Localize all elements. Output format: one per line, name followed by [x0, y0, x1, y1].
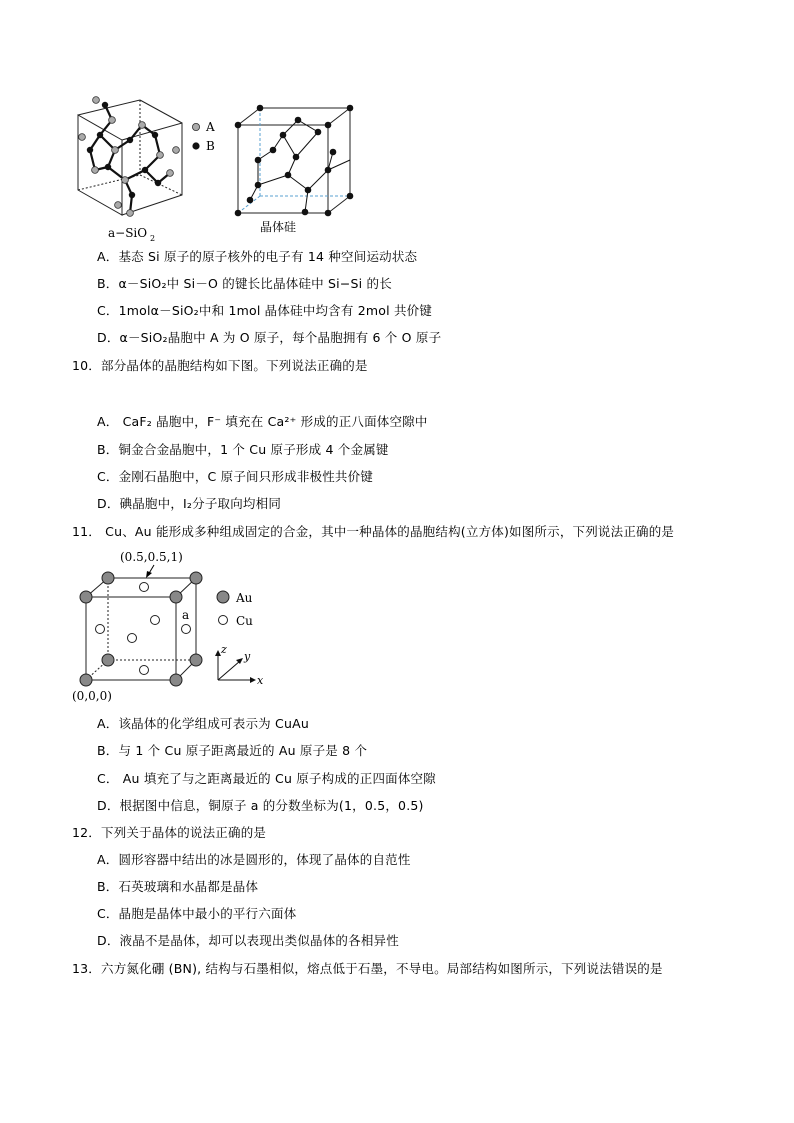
sio2-caption: a−SiO: [108, 226, 148, 240]
q12-option-a: A．圆形容器中结出的冰是圆形的，体现了晶体的自范性: [97, 852, 411, 867]
q11-option-d: D．根据图中信息，铜原子 a 的分数坐标为(1，0.5，0.5): [97, 798, 424, 813]
cu-legend-marker: [219, 616, 228, 625]
legend-b-label: B: [206, 139, 215, 153]
q12-option-c: C．晶胞是晶体中最小的平行六面体: [97, 906, 297, 921]
legend-a-label: A: [206, 120, 215, 134]
q11-option-a: A．该晶体的化学组成可表示为 CuAu: [97, 716, 309, 731]
arrow-head: [146, 571, 152, 578]
q11-option-b: B．与 1 个 Cu 原子距离最近的 Au 原子是 8 个: [97, 743, 368, 758]
atom-b-marker: [192, 142, 199, 149]
q10-stem: 10．部分晶体的晶胞结构如下图。下列说法正确的是: [72, 358, 368, 373]
axis-z-label: z: [221, 643, 227, 656]
q12-stem: 12．下列关于晶体的说法正确的是: [72, 825, 267, 840]
silicon-caption: 晶体硅: [260, 220, 297, 234]
q10-option-a: A． CaF₂ 晶胞中，F⁻ 填充在 Ca²⁺ 形成的正八面体空隙中: [97, 414, 428, 429]
axis-y-label: y: [244, 650, 251, 663]
q9-option-c: C．1molα－SiO₂中和 1mol 晶体硅中均含有 2mol 共价键: [97, 303, 433, 318]
sio2-legend: [190, 118, 230, 158]
q9-option-d: D．α－SiO₂晶胞中 A 为 O 原子，每个晶胞拥有 6 个 O 原子: [97, 330, 442, 345]
q10-option-b: B．铜金合金晶胞中，1 个 Cu 原子形成 4 个金属键: [97, 442, 389, 457]
q13-stem: 13．六方氮化硼 (BN), 结构与石墨相似，熔点低于石墨，不导电。局部结构如图所示，下列说法错误的是: [72, 961, 663, 976]
silicon-crystal-figure: [228, 100, 363, 240]
q9-option-b: B．α－SiO₂中 Si－O 的键长比晶体硅中 Si−Si 的长: [97, 276, 392, 291]
q10-option-c: C．金刚石晶胞中，C 原子间只形成非极性共价键: [97, 469, 374, 484]
atom-a-marker: [192, 123, 199, 130]
sio2-structure-figure: [70, 95, 210, 245]
au-legend-label: Au: [236, 591, 253, 605]
au-legend-marker: [217, 591, 229, 603]
q11-stem: 11． Cu、Au 能形成多种组成固定的合金，其中一种晶体的晶胞结构(立方体)如图所示，下列说法正确的是: [72, 524, 675, 539]
cu-au-cell-figure: [68, 545, 278, 705]
top-coordinate-label: (0.5,0.5,1): [120, 550, 183, 564]
q9-option-a: A．基态 Si 原子的原子核外的电子有 14 种空间运动状态: [97, 249, 418, 264]
q11-option-c: C． Au 填充了与之距离最近的 Cu 原子构成的正四面体空隙: [97, 771, 436, 786]
q12-option-d: D．液晶不是晶体，却可以表现出类似晶体的各相异性: [97, 933, 399, 948]
axis-x-label: x: [257, 674, 264, 687]
origin-coordinate-label: (0,0,0): [72, 689, 112, 703]
atom-a-label: a: [182, 608, 190, 622]
sio2-caption-subscript: 2: [150, 234, 156, 243]
cu-legend-label: Cu: [236, 614, 253, 628]
q12-option-b: B．石英玻璃和水晶都是晶体: [97, 879, 259, 894]
q10-option-d: D．碘晶胞中，I₂分子取向均相同: [97, 496, 282, 511]
